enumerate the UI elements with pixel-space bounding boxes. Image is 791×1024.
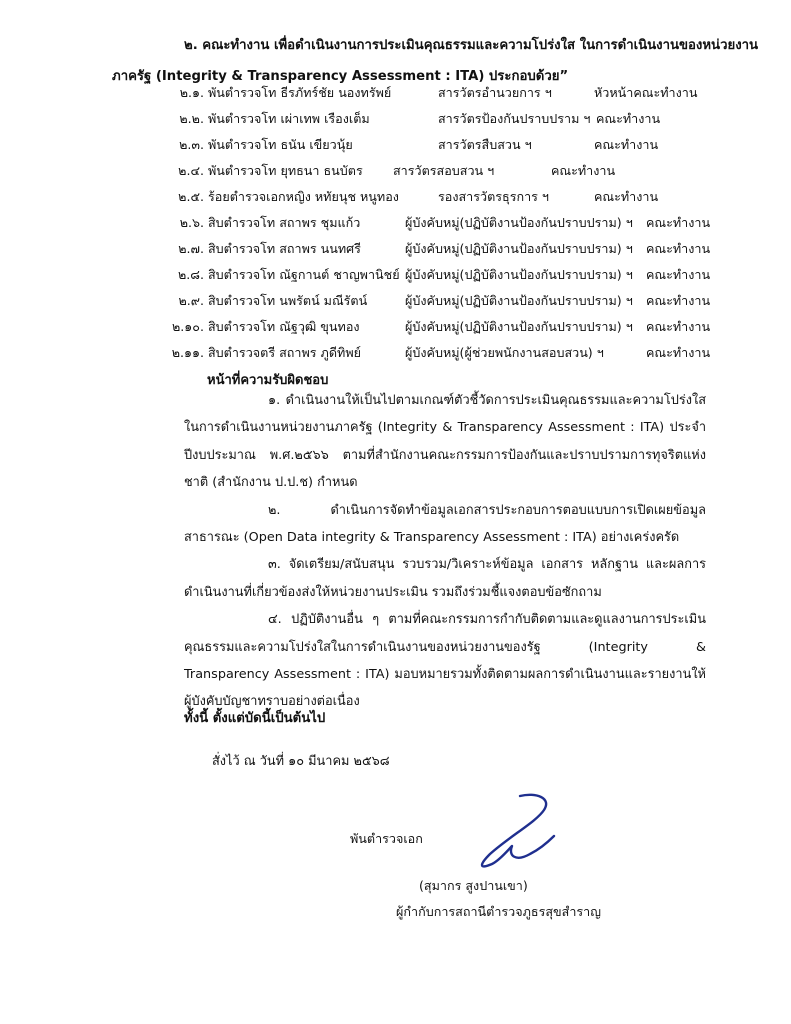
member-number: ๒.๑๐. bbox=[172, 319, 204, 334]
member-position: รองสารวัตรธุรการ ฯ bbox=[438, 189, 550, 204]
section-heading-line-1: ๒. คณะทำงาน เพื่อดำเนินงานการประเมินคุณธรรมและความโปร่งใส ในการดำเนินงานของหน่วยงาน bbox=[184, 38, 759, 53]
member-position: ผู้บังคับหมู่(ปฏิบัติงานป้องกันปราบปราม) ฯ bbox=[405, 293, 633, 308]
member-row bbox=[0, 187, 791, 211]
signer-position: ผู้กำกับการสถานีตำรวจภูธรสุขสำราญ bbox=[396, 904, 601, 919]
member-role: คณะทำงาน bbox=[551, 163, 616, 178]
member-position: ผู้บังคับหมู่(ปฏิบัติงานป้องกันปราบปราม) ฯ bbox=[405, 215, 633, 230]
member-position: สารวัตรป้องกันปราบปราม ฯ bbox=[438, 111, 591, 126]
member-role: คณะทำงาน bbox=[646, 215, 711, 230]
member-number: ๒.๖. bbox=[179, 215, 204, 230]
member-role: คณะทำงาน bbox=[646, 319, 711, 334]
member-row bbox=[0, 83, 791, 107]
member-role: คณะทำงาน bbox=[596, 111, 661, 126]
member-role: คณะทำงาน bbox=[646, 241, 711, 256]
member-name: สิบตำรวจโท สถาพร ชุมแก้ว bbox=[208, 215, 361, 230]
duty-paragraph: ๒. ดำเนินการจัดทำข้อมูลเอกสารประกอบการตอบแบบการเปิดเผยข้อมูลสาธารณะ (Open Data integrity & Transparency Assessment : ITA) อย่างเคร่งครัด bbox=[184, 502, 706, 546]
member-row bbox=[0, 239, 791, 263]
member-position: ผู้บังคับหมู่(ปฏิบัติงานป้องกันปราบปราม) ฯ bbox=[405, 241, 633, 256]
member-name: สิบตำรวจโท ณัฐกานต์ ชาญพานิชย์ bbox=[208, 267, 400, 282]
member-row bbox=[0, 343, 791, 367]
member-position: ผู้บังคับหมู่(ปฏิบัติงานป้องกันปราบปราม) ฯ bbox=[405, 319, 633, 334]
member-number: ๒.๗. bbox=[178, 241, 204, 256]
member-row bbox=[0, 213, 791, 237]
member-row bbox=[0, 317, 791, 341]
member-name: สิบตำรวจโท ณัฐวุฒิ ขุนทอง bbox=[208, 319, 360, 334]
duties-title: หน้าที่ความรับผิดชอบ bbox=[207, 373, 329, 388]
member-number: ๒.๔. bbox=[178, 163, 204, 178]
member-row bbox=[0, 265, 791, 289]
member-row bbox=[0, 291, 791, 315]
member-number: ๒.๕. bbox=[178, 189, 204, 204]
member-role: คณะทำงาน bbox=[594, 189, 659, 204]
signature-mark bbox=[470, 790, 558, 872]
section-heading-line-2: ภาครัฐ (Integrity & Transparency Assessment : ITA) ประกอบด้วย” bbox=[112, 69, 569, 84]
member-name: ร้อยตำรวจเอกหญิง หทัยนุช หนูทอง bbox=[208, 189, 399, 204]
member-name: พันตำรวจโท ธีรภัทร์ชัย นองทรัพย์ bbox=[208, 85, 392, 100]
member-name: พันตำรวจโท ธนัน เขียวนุ้ย bbox=[208, 137, 353, 152]
member-role: คณะทำงาน bbox=[594, 137, 659, 152]
member-position: สารวัตรสืบสวน ฯ bbox=[438, 137, 532, 152]
member-number: ๒.๑. bbox=[179, 85, 204, 100]
closing-statement: ทั้งนี้ ตั้งแต่บัดนี้เป็นต้นไป bbox=[184, 711, 326, 726]
member-row bbox=[0, 109, 791, 133]
order-date: สั่งไว้ ณ วันที่ ๑๐ มีนาคม ๒๕๖๘ bbox=[212, 754, 390, 769]
member-number: ๒.๓. bbox=[179, 137, 204, 152]
member-number: ๒.๙. bbox=[178, 293, 204, 308]
member-name: พันตำรวจโท ยุทธนา ธนบัตร bbox=[208, 163, 363, 178]
member-role: คณะทำงาน bbox=[646, 267, 711, 282]
member-role: หัวหน้าคณะทำงาน bbox=[594, 85, 698, 100]
duty-paragraph: ๔. ปฏิบัติงานอื่น ๆ ตามที่คณะกรรมการกำกับติดตามและดูแลงานการประเมินคุณธรรมและความโปร่งใสในการดำเนินงานของหน่วยงานของรัฐ (Integrity & Transparency Assessment : ITA) มอบหมายรวมทั้งติดตามผลการดำเนินงานและรายงานให้ผู้บังคับบัญชาทราบอย่างต่อเนื่อง bbox=[184, 612, 706, 710]
member-role: คณะทำงาน bbox=[646, 345, 711, 360]
duties-list bbox=[184, 387, 706, 716]
member-name: สิบตำรวจโท นพรัตน์ มณีรัตน์ bbox=[208, 293, 368, 308]
signer-name: (สุมากร สูงปานเขา) bbox=[419, 878, 528, 893]
member-position: สารวัตรสอบสวน ฯ bbox=[393, 163, 495, 178]
member-role: คณะทำงาน bbox=[646, 293, 711, 308]
member-number: ๒.๒. bbox=[179, 111, 204, 126]
member-row bbox=[0, 161, 791, 185]
duty-paragraph: ๓. จัดเตรียม/สนับสนุน รวบรวม/วิเคราะห์ข้อมูล เอกสาร หลักฐาน และผลการดำเนินงานที่เกี่ยวข้องส่งให้หน่วยงานประเมิน รวมถึงร่วมชี้แจงตอบข้อซักถาม bbox=[184, 557, 706, 600]
member-name: พันตำรวจโท เผ่าเทพ เรืองเต็ม bbox=[208, 111, 370, 126]
member-number: ๒.๑๑. bbox=[171, 345, 204, 360]
member-position: สารวัตรอำนวยการ ฯ bbox=[438, 85, 552, 100]
duty-paragraph: ๑. ดำเนินงานให้เป็นไปตามเกณฑ์ตัวชี้วัดการประเมินคุณธรรมและความโปร่งใสในการดำเนินงานหน่วยงานภาครัฐ (Integrity & Transparency Assessment : ITA) ประจำปีงบประมาณ พ.ศ.๒๕๖๖ ตามที่สำนักงานคณะกรรมการป้องกันและปราบปรามการทุจริตแห่งชาติ (สำนักงาน ป.ป.ช) กำหนด bbox=[184, 393, 706, 491]
member-position: ผู้บังคับหมู่(ผู้ช่วยพนักงานสอบสวน) ฯ bbox=[405, 345, 604, 360]
member-number: ๒.๘. bbox=[177, 267, 204, 282]
member-name: สิบตำรวจโท สถาพร นนทศรี bbox=[208, 241, 361, 256]
signer-rank: พันตำรวจเอก bbox=[350, 831, 423, 846]
member-position: ผู้บังคับหมู่(ปฏิบัติงานป้องกันปราบปราม) ฯ bbox=[405, 267, 633, 282]
member-row bbox=[0, 135, 791, 159]
member-name: สิบตำรวจตรี สถาพร ภูดีทิพย์ bbox=[208, 345, 362, 360]
